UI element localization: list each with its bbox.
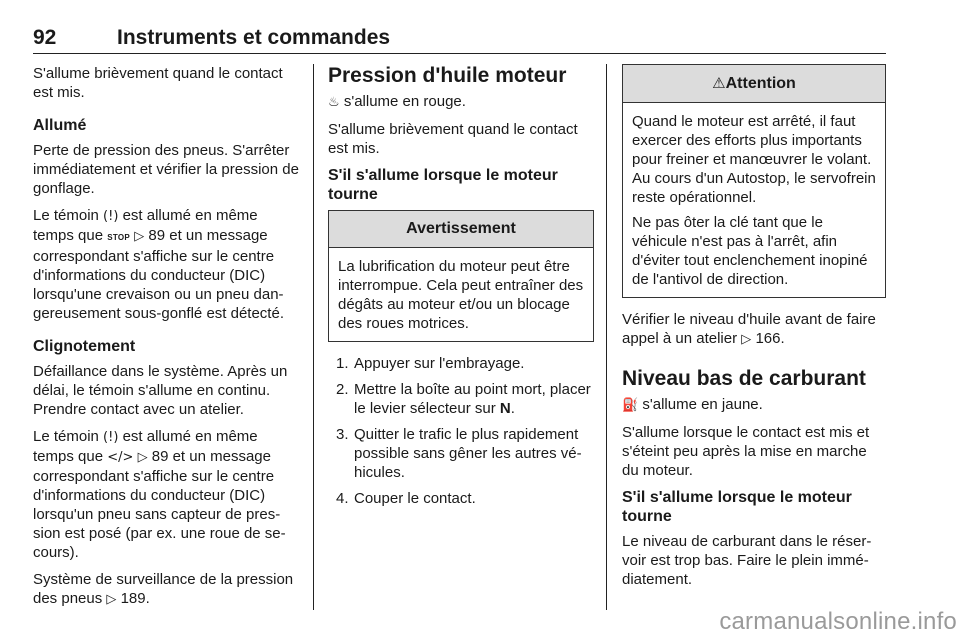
list-item: 3. Quitter le trafic le plus rapidement possible sans gêner les autres véhicules. xyxy=(336,426,582,481)
allume-paragraph-2: Le témoin (!) est allumé en même temps que STOP ▷ 89 et un message correspondant s'affiche sur le centre d'informations du conducteur (DIC) lorsqu'une crevaison ou un pneu dangereusement sous-gonflé est détecté. xyxy=(33,207,284,322)
stop-icon: STOP xyxy=(107,233,131,242)
oil-check-reference: Vérifier le niveau d'huile avant de faire appel à un atelier ▷ 166. xyxy=(622,311,876,347)
fuel-pump-icon: ⛽ xyxy=(622,398,639,413)
column-divider xyxy=(606,64,607,610)
warning-triangle-icon: ⚠ xyxy=(712,74,726,92)
attention-box xyxy=(622,64,886,298)
column-divider xyxy=(313,64,314,610)
sensor-icon: </> xyxy=(107,450,134,465)
tire-pressure-icon: (!) xyxy=(103,209,119,224)
fuel-lamp-text: ⛽ s'allume en jaune. xyxy=(622,396,763,413)
page-title: Instruments et commandes xyxy=(117,26,391,49)
intro-text: S'allume brièvement quand le contact est mis. xyxy=(33,65,283,101)
attention-title: Attention xyxy=(725,75,796,92)
warning-box xyxy=(328,210,594,342)
fuel-sub-heading: S'il s'allume lorsque le moteur tourne xyxy=(622,489,852,525)
section-heading-allume: Allumé xyxy=(33,117,87,134)
tpms-reference: Système de surveillance de la pression des pneus ▷ 189. xyxy=(33,571,294,607)
clignotement-paragraph-2: Le témoin (!) est allumé en même temps que </> ▷ 89 et un message correspondant s'affiche sur le centre d'informations du conducteur (DIC) lorsqu'un pneu sans capteur de pression est posé (par ex. une roue de secours). xyxy=(33,428,286,561)
arrow-ref-icon: ▷ xyxy=(134,229,145,244)
page-number: 92 xyxy=(33,26,57,49)
watermark: carmanualsonline.info xyxy=(719,608,957,635)
oil-lamp-text: ♨ s'allume en rouge. xyxy=(328,93,466,110)
attention-text-2: Ne pas ôter la clé tant que le véhicule n'est pas à l'arrêt, afin d'éviter tout enclenchement inopiné de l'antivol de direction. xyxy=(632,214,868,288)
column-1 xyxy=(33,64,299,617)
allume-paragraph: Perte de pression des pneus. S'arrêter immédiatement et vérifier la pression de gonflage. xyxy=(33,142,299,197)
page-header xyxy=(33,26,886,54)
tire-pressure-icon: (!) xyxy=(103,430,119,445)
warning-title: Avertissement xyxy=(329,211,593,248)
attention-text-1: Quand le moteur est arrêté, il faut exercer des efforts plus importants pour freiner et manœuvrer le volant. Au cours d'un Autostop, le servofrein reste opérationnel. xyxy=(632,113,876,206)
warning-text: La lubrification du moteur peut être interrompue. Cela peut entraîner des dégâts au moteur et/ou un blocage des roues motrices. xyxy=(338,258,584,332)
list-item: 2. Mettre la boîte au point mort, placer le levier sélecteur sur N. xyxy=(336,381,591,417)
column-3 xyxy=(622,64,886,597)
section-heading-clignotement: Clignotement xyxy=(33,338,136,355)
fuel-text: Le niveau de carburant dans le réservoir est trop bas. Faire le plein immédiatement. xyxy=(622,533,872,588)
section-heading-oil-pressure: Pression d'huile moteur xyxy=(328,64,567,87)
attention-header xyxy=(623,65,885,103)
arrow-ref-icon: ▷ xyxy=(106,592,117,607)
fuel-intro: S'allume lorsque le contact est mis et s'éteint peu après la mise en marche du moteur. xyxy=(622,424,870,479)
section-heading-fuel: Niveau bas de carburant xyxy=(622,367,866,390)
arrow-ref-icon: ▷ xyxy=(741,332,752,347)
arrow-ref-icon: ▷ xyxy=(137,450,148,465)
list-item: 1. Appuyer sur l'embrayage. xyxy=(336,355,525,372)
clignotement-paragraph: Défaillance dans le système. Après un délai, le témoin s'allume en continu. Prendre contact avec un atelier. xyxy=(33,363,288,418)
list-item: 4. Couper le contact. xyxy=(336,490,476,507)
oil-sub-heading: S'il s'allume lorsque le moteur tourne xyxy=(328,167,558,203)
oil-intro: S'allume brièvement quand le contact est mis. xyxy=(328,121,578,157)
oil-can-icon: ♨ xyxy=(328,95,340,110)
column-2 xyxy=(328,64,594,515)
steps-list xyxy=(328,354,594,508)
